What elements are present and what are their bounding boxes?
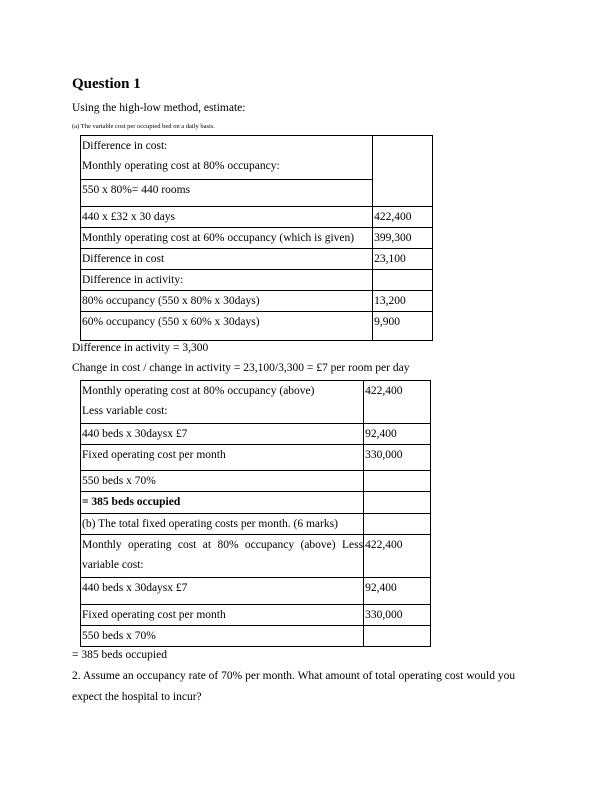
table-cell-value: 92,400 (364, 578, 431, 605)
table-row (81, 312, 433, 341)
table-cell-value: 13,200 (373, 291, 433, 312)
table-row (81, 228, 433, 249)
difference-in-activity-text: Difference in activity = 3,300 (72, 342, 209, 354)
table-cell-label: 550 x 80%= 440 rooms (81, 180, 373, 207)
table-row (81, 381, 431, 424)
beds-occupied-text: = 385 beds occupied (72, 649, 167, 661)
table-row (81, 270, 433, 291)
change-ratio-text: Change in cost / change in activity = 23,100/3,300 = £7 per room per day (72, 362, 410, 374)
fixed-cost-table (80, 380, 431, 647)
table-row (81, 471, 431, 492)
table-cell-value (364, 471, 431, 492)
table-cell-label: Difference in cost (81, 249, 373, 270)
part-a-text: (a) The variable cost per occupied bed on a daily basis. (72, 123, 216, 130)
table-cell-value: 422,400 (364, 535, 431, 578)
table-row (81, 136, 433, 180)
cell-line: Less variable cost: (82, 405, 168, 417)
question-heading: Question 1 (72, 76, 141, 92)
table-cell-value (364, 492, 431, 514)
table-row (81, 445, 431, 471)
table-cell-value: 399,300 (373, 228, 433, 249)
table-cell-label: Monthly operating cost at 80% occupancy (above) Less variable cost: (81, 535, 364, 578)
table-cell-value (364, 514, 431, 535)
table-cell-label: 440 beds x 30daysx £7 (81, 424, 364, 445)
table-cell-label: 440 beds x 30daysx £7 (81, 578, 364, 605)
table-row (81, 578, 431, 605)
cell-line: Difference in cost: (82, 140, 168, 152)
table-cell-label: 550 beds x 70% (81, 471, 364, 492)
table-cell-label: (b) The total fixed operating costs per month. (6 marks) (81, 514, 364, 535)
table-row (81, 535, 431, 578)
table-cell-value: 9,900 (373, 312, 433, 341)
table-row (81, 249, 433, 270)
table-cell-value: 92,400 (364, 424, 431, 445)
table-cell-value (373, 270, 433, 291)
cell-line: Monthly operating cost at 80% occupancy (above) (82, 385, 315, 397)
table-cell-value: 23,100 (373, 249, 433, 270)
table-row (81, 514, 431, 535)
table-cell-value: 422,400 (364, 381, 431, 424)
table-cell-label (81, 136, 373, 180)
table-cell-label: Monthly operating cost at 60% occupancy (which is given) (81, 228, 373, 249)
table-cell-label: 550 beds x 70% (81, 626, 364, 647)
intro-text: Using the high-low method, estimate: (72, 102, 246, 114)
table-row (81, 424, 431, 445)
table-cell-value: 330,000 (364, 605, 431, 626)
table-cell-label: Difference in activity: (81, 270, 373, 291)
high-low-table (80, 135, 433, 341)
table-cell-label: Fixed operating cost per month (81, 445, 364, 471)
table-cell-value: 422,400 (373, 207, 433, 228)
table-cell-label: = 385 beds occupied (81, 492, 364, 514)
table-cell-value: 330,000 (364, 445, 431, 471)
table-cell-value (373, 136, 433, 207)
question-2-line-2: expect the hospital to incur? (72, 691, 202, 703)
table-cell-label: 80% occupancy (550 x 80% x 30days) (81, 291, 373, 312)
table-row (81, 492, 431, 514)
table-cell-label: Fixed operating cost per month (81, 605, 364, 626)
table-row (81, 207, 433, 228)
table-row (81, 626, 431, 647)
question-2-line-1: 2. Assume an occupancy rate of 70% per month. What amount of total operating cost would you (72, 670, 516, 682)
table-cell-label: 440 x £32 x 30 days (81, 207, 373, 228)
table-cell-label: 60% occupancy (550 x 60% x 30days) (81, 312, 373, 341)
cell-line: Monthly operating cost at 80% occupancy: (82, 160, 280, 172)
table-row (81, 291, 433, 312)
table-row (81, 605, 431, 626)
table-cell-label (81, 381, 364, 424)
table-cell-value (364, 626, 431, 647)
